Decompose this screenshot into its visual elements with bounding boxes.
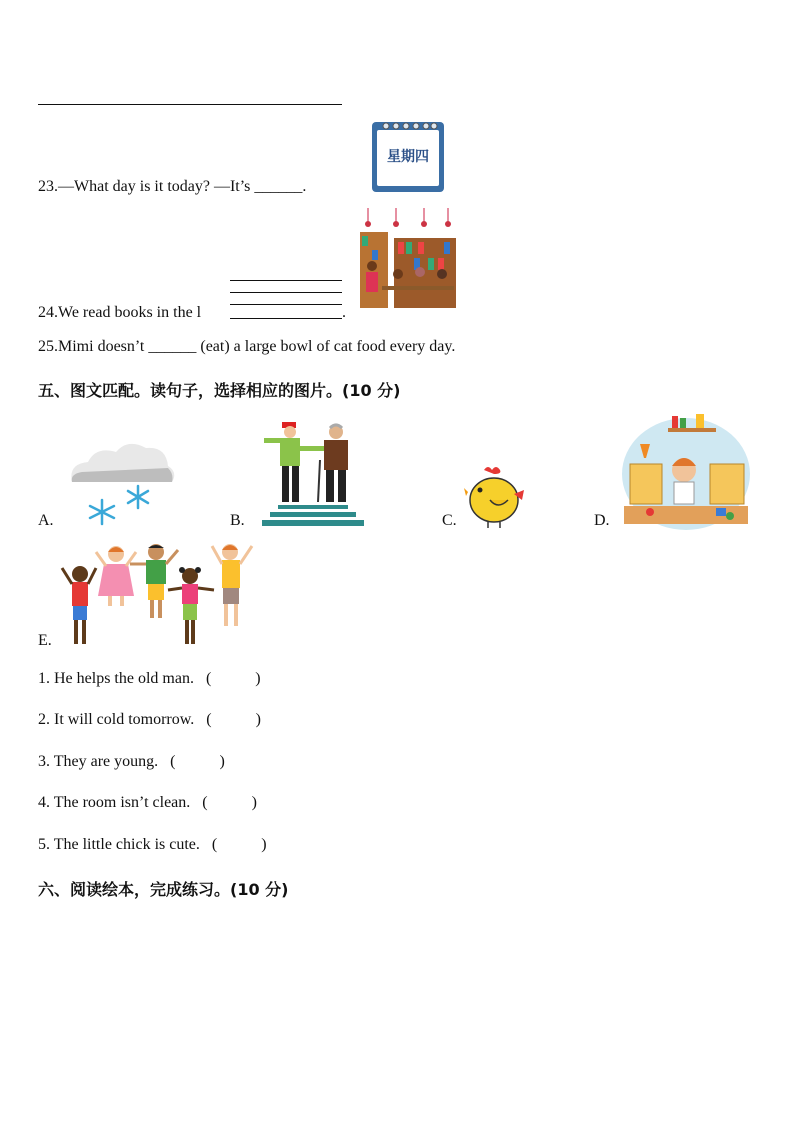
writing-line-1: [230, 280, 342, 281]
answer-blank[interactable]: ( ): [170, 753, 225, 770]
match-sentence-4: [38, 794, 257, 812]
picture-c-chick: [464, 464, 528, 530]
sentence-text: 5. The little chick is cute.: [38, 836, 200, 853]
writing-line-3: [230, 304, 342, 305]
answer-blank[interactable]: ( ): [202, 794, 257, 811]
option-d-label: D.: [594, 512, 610, 529]
match-sentence-5: [38, 836, 267, 854]
question-24: 24.We read books in the l: [38, 304, 202, 321]
sentence-text: 1. He helps the old man.: [38, 670, 194, 687]
picture-e-children: [58, 540, 256, 648]
section-6-heading: 六、阅读绘本，完成练习。(10 分): [38, 880, 289, 899]
sentence-text: 2. It will cold tomorrow.: [38, 711, 195, 728]
match-sentence-2: [38, 711, 261, 729]
match-sentence-3: [38, 753, 225, 771]
sentence-text: 4. The room isn’t clean.: [38, 794, 191, 811]
writing-line-4: [230, 318, 342, 319]
sentence-text: 3. They are young.: [38, 753, 159, 770]
picture-a-snow-cloud: [62, 438, 178, 530]
answer-blank[interactable]: ( ): [205, 670, 261, 687]
option-e-label: E.: [38, 632, 52, 649]
option-a-label: A.: [38, 512, 54, 529]
answer-line: [38, 104, 342, 105]
picture-d-messy-room: [620, 408, 752, 530]
section-5-heading: 五、图文匹配。读句子，选择相应的图片。(10 分): [38, 381, 401, 400]
question-25: 25.Mimi doesn’t ______ (eat) a large bowl of cat food every day.: [38, 338, 456, 355]
question-24-period: .: [342, 304, 346, 321]
picture-b-helping-old-man: [260, 420, 366, 528]
option-c-label: C.: [442, 512, 457, 529]
answer-blank[interactable]: ( ): [211, 836, 267, 853]
match-sentence-1: [38, 670, 261, 688]
calendar-icon: [370, 118, 446, 194]
calendar-day-text: 星期四: [387, 149, 429, 165]
library-picture: [358, 208, 458, 312]
answer-blank[interactable]: ( ): [206, 711, 261, 728]
option-b-label: B.: [230, 512, 245, 529]
writing-line-2: [230, 292, 342, 293]
question-23: 23.—What day is it today? —It’s ______.: [38, 178, 307, 195]
